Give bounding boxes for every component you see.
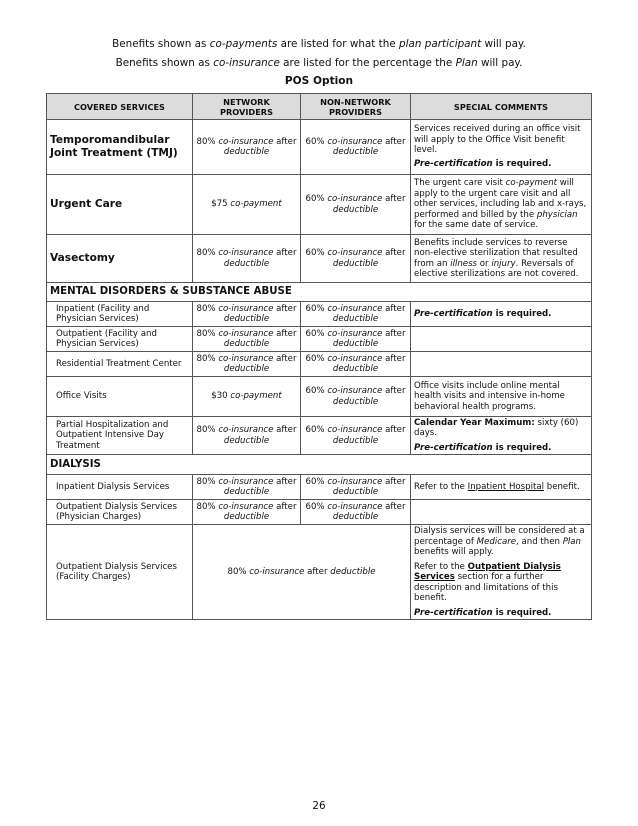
intro-text: will pay. <box>481 38 526 50</box>
term: co-insurance <box>218 425 274 436</box>
table-row-inpatient <box>47 302 592 327</box>
comment-max <box>414 418 588 439</box>
combined-benefit <box>193 525 411 620</box>
service-name: Residential Treatment Center <box>47 352 193 377</box>
term: deductible <box>332 435 379 446</box>
pct: 80% <box>196 353 219 364</box>
section-title: DIALYSIS <box>47 455 592 475</box>
comment-refer <box>414 562 588 604</box>
text: after <box>273 328 297 339</box>
special-comment: Office visits include online mental health visits and intensive in-home behavioral health programs. <box>411 377 592 417</box>
comment-precert <box>414 608 588 618</box>
term: co-insurance <box>327 476 383 487</box>
term: co-payment <box>230 391 282 402</box>
term: co-insurance <box>218 303 274 314</box>
service-name: Temporomandibular Joint Treatment (TMJ) <box>47 120 193 175</box>
intro-copayments-note <box>0 38 638 50</box>
term: deductible <box>223 512 270 523</box>
network-benefit <box>193 235 301 283</box>
term: injury <box>491 258 516 269</box>
section-header-mental <box>47 283 592 302</box>
term: Pre-certification <box>414 308 493 319</box>
non-network-benefit <box>301 475 411 500</box>
term: co-insurance <box>218 476 274 487</box>
term: co-insurance <box>327 303 383 314</box>
text: after <box>273 425 297 436</box>
table-row-urgent-care <box>47 175 592 235</box>
term: deductible <box>332 204 379 215</box>
table-row-outpatient <box>47 327 592 352</box>
term: Pre-certification <box>414 442 493 453</box>
special-comment <box>411 417 592 455</box>
special-comment <box>411 235 592 283</box>
pct: 60% <box>305 353 328 364</box>
pct: 60% <box>305 303 328 314</box>
service-name: Inpatient (Facility and Physician Services) <box>47 302 193 327</box>
term: co-insurance <box>327 194 383 205</box>
term: deductible <box>223 487 270 498</box>
network-benefit <box>193 500 301 525</box>
comment-precert <box>414 443 588 453</box>
network-benefit <box>193 302 301 327</box>
term: co-insurance <box>327 425 383 436</box>
text: after <box>382 328 406 339</box>
text: after <box>382 303 406 314</box>
text: after <box>382 386 406 397</box>
term: deductible <box>223 339 270 349</box>
table-row-vasectomy <box>47 235 592 283</box>
term: deductible <box>332 396 379 407</box>
network-benefit <box>193 475 301 500</box>
intro-text: Benefits shown as <box>112 38 210 50</box>
text: after <box>382 476 406 487</box>
text: after <box>273 248 297 259</box>
pct: 60% <box>305 476 328 487</box>
pct: 60% <box>305 425 328 436</box>
special-comment <box>411 500 592 525</box>
section-header-dialysis <box>47 455 592 475</box>
pct: 80% <box>196 476 219 487</box>
text: or <box>477 258 492 269</box>
term: co-insurance <box>327 328 383 339</box>
term: deductible <box>223 364 270 374</box>
text: after <box>273 476 297 487</box>
table-row-tmj <box>47 120 592 175</box>
term: deductible <box>223 435 270 446</box>
comment-medicare <box>414 526 588 557</box>
pct: 80% <box>196 136 219 147</box>
pct: 80% <box>196 303 219 314</box>
term: co-payment <box>505 178 558 189</box>
text: is required. <box>492 442 552 453</box>
term: co-insurance <box>218 248 274 259</box>
term: deductible <box>223 314 270 324</box>
term: Medicare <box>476 536 517 547</box>
text: after <box>273 353 297 364</box>
header-non-network-providers: NON-NETWORK PROVIDERS <box>301 94 411 120</box>
non-network-benefit <box>301 175 411 235</box>
pct: 60% <box>305 136 328 147</box>
non-network-benefit <box>301 417 411 455</box>
non-network-benefit <box>301 235 411 283</box>
intro-term: co-insurance <box>213 57 280 69</box>
text: is required. <box>492 159 552 170</box>
term: deductible <box>332 364 379 374</box>
term: deductible <box>332 512 379 523</box>
table-row-office-visits <box>47 377 592 417</box>
term: deductible <box>332 487 379 498</box>
pct: 60% <box>305 248 328 259</box>
non-network-benefit <box>301 500 411 525</box>
option-title: POS Option <box>284 75 354 87</box>
text: after <box>382 353 406 364</box>
special-comment <box>411 120 592 175</box>
intro-term: Plan <box>455 57 478 69</box>
page-number: 26 <box>312 800 326 812</box>
service-name: Urgent Care <box>47 175 193 235</box>
text: Refer to the <box>414 561 468 572</box>
special-comment <box>411 525 592 620</box>
special-comment <box>411 327 592 352</box>
pct: 60% <box>305 501 328 512</box>
term: co-insurance <box>218 353 274 364</box>
text: after <box>382 425 406 436</box>
term: deductible <box>223 258 270 269</box>
service-name: Outpatient (Facility and Physician Services) <box>47 327 193 352</box>
text: for the same date of service. <box>414 220 539 231</box>
comment-precert <box>414 159 588 169</box>
term: Plan <box>562 536 581 547</box>
text: is required. <box>492 308 552 319</box>
network-benefit <box>193 352 301 377</box>
term: deductible <box>332 258 379 269</box>
term: co-insurance <box>327 386 383 397</box>
header-special-comments: SPECIAL COMMENTS <box>411 94 592 120</box>
text: after <box>382 501 406 512</box>
pct: 80% <box>196 248 219 259</box>
table-row-inpatient-dialysis <box>47 475 592 500</box>
service-name: Partial Hospitalization and Outpatient Intensive Day Treatment <box>47 417 193 455</box>
term: co-insurance <box>218 501 274 512</box>
pct: 80% <box>227 567 250 578</box>
table-row-residential <box>47 352 592 377</box>
text: after <box>273 303 297 314</box>
term: deductible <box>332 314 379 324</box>
table-row-outpatient-dialysis-physician <box>47 500 592 525</box>
text: after <box>382 248 406 259</box>
text: after <box>382 136 406 147</box>
term: co-insurance <box>327 353 383 364</box>
service-name: Vasectomy <box>47 235 193 283</box>
intro-term: plan participant <box>399 38 482 50</box>
header-network-providers: NETWORK PROVIDERS <box>193 94 301 120</box>
term: co-insurance <box>218 136 274 147</box>
non-network-benefit <box>301 120 411 175</box>
service-name: Inpatient Dialysis Services <box>47 475 193 500</box>
term: co-insurance <box>218 328 274 339</box>
label: Calendar Year Maximum: <box>414 418 535 428</box>
network-benefit <box>193 120 301 175</box>
text: is required. <box>492 607 552 618</box>
non-network-benefit <box>301 302 411 327</box>
service-name: Outpatient Dialysis Services (Physician Charges) <box>47 500 193 525</box>
text: sixty (60) days. <box>414 418 579 439</box>
pct: 60% <box>305 194 328 205</box>
text: after <box>273 501 297 512</box>
term: co-insurance <box>327 248 383 259</box>
term: Pre-certification <box>414 159 493 170</box>
text: after <box>304 567 331 578</box>
term: deductible <box>332 339 379 349</box>
text: benefits will apply. <box>414 547 494 558</box>
service-name: Outpatient Dialysis Services (Facility Charges) <box>47 525 193 620</box>
network-benefit <box>193 327 301 352</box>
intro-coinsurance-note <box>0 57 638 69</box>
network-benefit <box>193 175 301 235</box>
table-row-outpatient-dialysis-facility <box>47 525 592 620</box>
text: benefit. <box>544 482 580 493</box>
amount: $75 <box>211 199 231 210</box>
pct: 80% <box>196 328 219 339</box>
text: Dialysis services will be considered at a percentage of <box>414 526 585 547</box>
term: Pre-certification <box>414 607 493 618</box>
benefits-table <box>46 93 592 620</box>
outpatient-dialysis-link[interactable]: Outpatient Dialysis Services <box>414 561 561 583</box>
pct: 60% <box>305 328 328 339</box>
term: co-insurance <box>327 501 383 512</box>
intro-text: Benefits shown as <box>115 57 214 69</box>
network-benefit <box>193 377 301 417</box>
term: illness <box>450 258 478 269</box>
term: deductible <box>330 567 376 578</box>
text: . Reversals of elective sterilizations are not covered. <box>414 258 579 279</box>
special-comment <box>411 475 592 500</box>
header-covered-services: COVERED SERVICES <box>47 94 193 120</box>
table-header-row <box>47 94 592 120</box>
section-title: MENTAL DISORDERS & SUBSTANCE ABUSE <box>47 283 592 302</box>
intro-text: are listed for the percentage the <box>279 57 456 69</box>
text: after <box>273 136 297 147</box>
intro-text: will pay. <box>477 57 523 69</box>
text: The urgent care visit <box>414 178 506 189</box>
term: co-insurance <box>249 567 305 578</box>
intro-text: are listed for what the <box>277 38 400 50</box>
inpatient-hospital-link[interactable]: Inpatient Hospital <box>467 482 545 493</box>
text: will apply to the urgent care visit and all other services, including lab and x-rays, performed and billed by the <box>414 178 587 220</box>
text: section for a further description and limitations of this benefit. <box>414 572 558 604</box>
term: physician <box>536 209 578 220</box>
network-benefit <box>193 417 301 455</box>
text: Benefits include services to reverse non-elective sterilization that resulted from an <box>414 237 578 269</box>
special-comment <box>411 302 592 327</box>
term: co-payment <box>230 199 282 210</box>
pct: 60% <box>305 386 328 397</box>
non-network-benefit <box>301 352 411 377</box>
text: , and then <box>516 536 563 547</box>
non-network-benefit <box>301 327 411 352</box>
pct: 80% <box>196 501 219 512</box>
amount: $30 <box>211 391 231 402</box>
text: Refer to the <box>414 482 468 493</box>
pct: 80% <box>196 425 219 436</box>
term: deductible <box>332 147 379 157</box>
term: deductible <box>223 147 270 157</box>
table-row-partial-hospitalization <box>47 417 592 455</box>
term: co-insurance <box>327 136 383 147</box>
non-network-benefit <box>301 377 411 417</box>
service-name: Office Visits <box>47 377 193 417</box>
text: after <box>382 194 406 205</box>
special-comment <box>411 352 592 377</box>
special-comment <box>411 175 592 235</box>
comment-text: Services received during an office visit will apply to the Office Visit benefit level. <box>414 124 581 155</box>
intro-term: co-payments <box>209 38 278 50</box>
